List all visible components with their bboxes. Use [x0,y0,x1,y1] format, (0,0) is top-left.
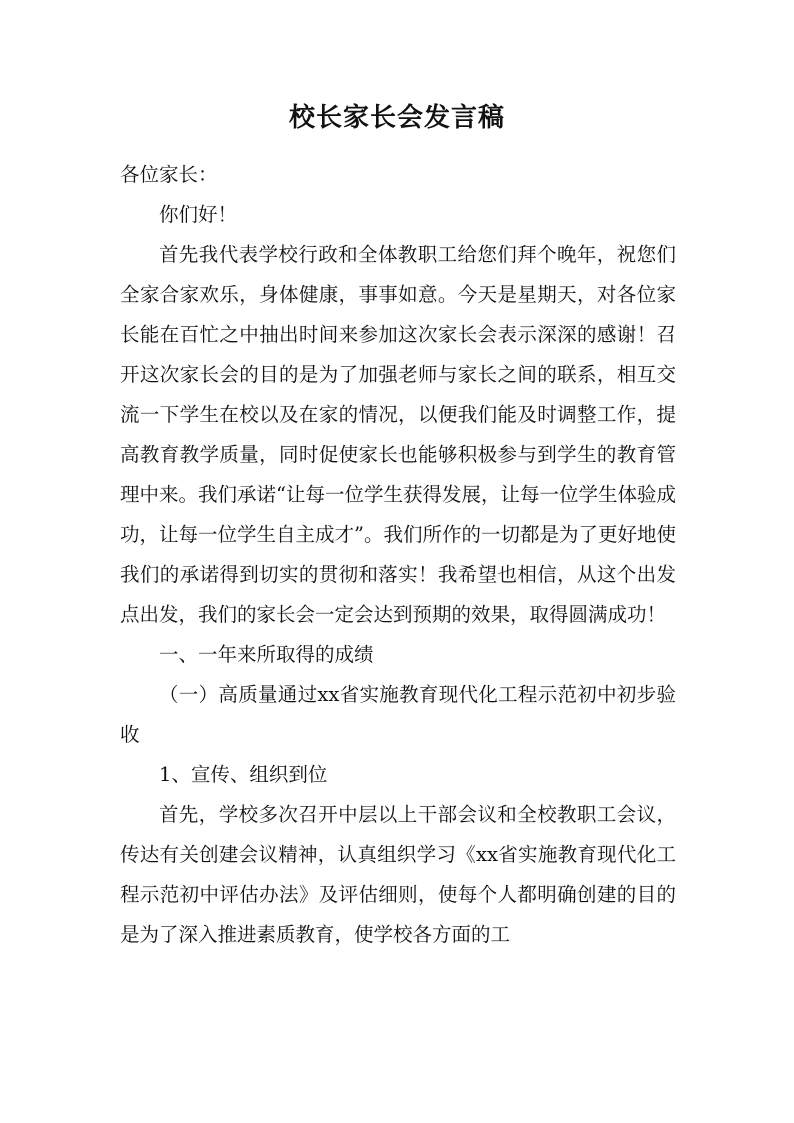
document-title: 校长家长会发言稿 [288,103,505,133]
greeting: 你们好！ [159,203,238,226]
section-heading: 一、一年来所取得的成绩 [159,643,374,666]
body-paragraph: 首先，学校多次召开中层以上干部会议和全校教职工会议，传达有关创建会议精神，认真组织学习《xx省实施教育现代化工程示范初中评估办法》及评估细则，使每个人都明确创建的目的是为了深入推进素质教育，使学校各方面的工 [120,803,676,946]
body-paragraph: 首先我代表学校行政和全体教职工给您们拜个晚年，祝您们全家合家欢乐，身体健康，事事如意。今天是星期天，对各位家长能在百忙之中抽出时间来参加这次家长会表示深深的感谢！召开这次家长会的目的是为了加强老师与家长之间的联系，相互交流一下学生在校以及在家的情况，以便我们能及时调整工作，提高教育教学质量，同时促使家长也能够积极参与到学生的教育管理中来。我们承诺“让每一位学生获得发展，让每一位学生体验成功，让每一位学生自主成才”。我们所作的一切都是为了更好地使我们的承诺得到切实的贯彻和落实！我希望也相信，从这个出发点出发，我们的家长会一定会达到预期的效果，取得圆满成功！ [120,243,676,626]
subsection-heading: （一）高质量通过xx省实施教育现代化工程示范初中初步验收 [120,683,676,746]
document-body [120,155,676,955]
sub-subsection-heading: 1、宣传、组织到位 [159,763,328,786]
salutation: 各位家长： [120,163,218,186]
